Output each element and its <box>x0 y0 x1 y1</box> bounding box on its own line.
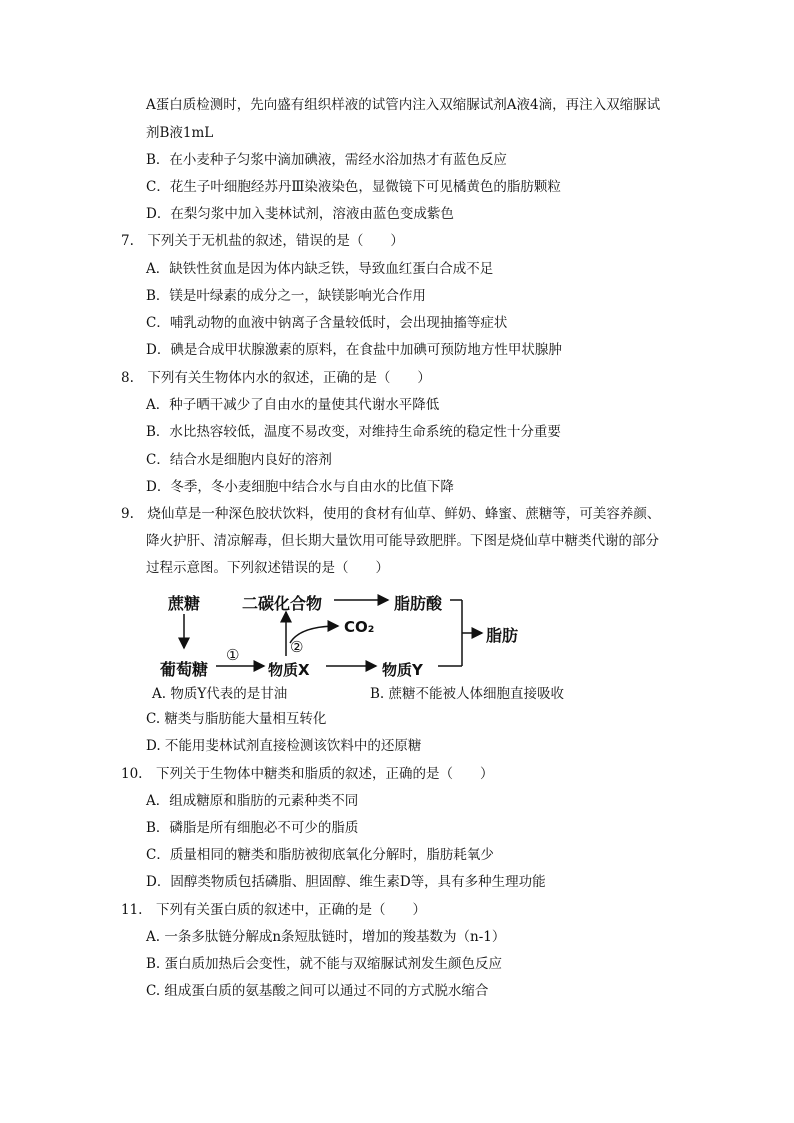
node-sucrose: 蔗糖 <box>168 594 201 613</box>
label-step1: ① <box>226 646 240 664</box>
q11-option-a: A. 一条多肽链分解成n条短肽链时，增加的羧基数为（n-1） <box>146 929 506 945</box>
q7-option-b: B．镁是叶绿素的成分之一，缺镁影响光合作用 <box>146 288 426 304</box>
q6-option-d: D．在梨匀浆中加入斐林试剂，溶液由蓝色变成紫色 <box>146 206 454 222</box>
node-glucose: 葡萄糖 <box>160 660 209 679</box>
q11-option-c: C. 组成蛋白质的氨基酸之间可以通过不同的方式脱水缩合 <box>146 983 489 999</box>
q11-option-b: B. 蛋白质加热后会变性，就不能与双缩脲试剂发生颜色反应 <box>146 956 503 972</box>
q9-stem-line3: 过程示意图。下列叙述错误的是（ ） <box>146 560 389 576</box>
q8-option-b: B．水比热容较低，温度不易改变，对维持生命系统的稳定性十分重要 <box>146 424 561 440</box>
node-substance-y: 物质Y <box>382 661 423 679</box>
node-fat: 脂肪 <box>486 626 519 645</box>
q9-option-c: C. 糖类与脂肪能大量相互转化 <box>146 711 327 727</box>
q9-option-d: D. 不能用斐林试剂直接检测该饮料中的还原糖 <box>146 738 422 754</box>
q8-option-c: C．结合水是细胞内良好的溶剂 <box>146 452 332 468</box>
q6-option-b: B．在小麦种子匀浆中滴加碘液，需经水浴加热才有蓝色反应 <box>146 152 507 168</box>
q8-option-d: D．冬季，冬小麦细胞中结合水与自由水的比值下降 <box>146 479 454 495</box>
q7-option-d: D．碘是合成甲状腺激素的原料，在食盐中加碘可预防地方性甲状腺肿 <box>146 342 562 358</box>
q10-option-d: D．固醇类物质包括磷脂、胆固醇、维生素D等，具有多种生理功能 <box>146 874 546 890</box>
q6-option-c: C．花生子叶细胞经苏丹Ⅲ染液染色，显微镜下可见橘黄色的脂肪颗粒 <box>146 179 561 195</box>
q10-option-c: C．质量相同的糖类和脂肪被彻底氧化分解时，脂肪耗氧少 <box>146 847 494 863</box>
label-step2: ② <box>290 638 304 656</box>
q10-option-b: B．磷脂是所有细胞必不可少的脂质 <box>146 820 359 836</box>
node-two-carbon: 二碳化合物 <box>242 594 323 613</box>
q8-option-a: A．种子晒干减少了自由水的量使其代谢水平降低 <box>146 397 440 413</box>
q9-stem-line2: 降火护肝、清凉解毒，但长期大量饮用可能导致肥胖。下图是烧仙草中糖类代谢的部分 <box>146 533 659 549</box>
node-co2: CO₂ <box>344 618 375 636</box>
q9-option-a: A. 物质Y代表的是甘油 <box>152 686 288 702</box>
q9-option-b: B. 蔗糖不能被人体细胞直接吸收 <box>370 686 565 702</box>
node-fatty-acid: 脂肪酸 <box>394 594 443 613</box>
sugar-metabolism-diagram <box>150 588 570 680</box>
node-substance-x: 物质X <box>268 661 310 679</box>
q10-option-a: A．组成糖原和脂肪的元素种类不同 <box>146 793 359 809</box>
q6-option-a-line1: A蛋白质检测时，先向盛有组织样液的试管内注入双缩脲试剂A液4滴，再注入双缩脲试 <box>146 97 661 113</box>
q8-stem: 8. 下列有关生物体内水的叙述，正确的是（ ） <box>121 370 431 386</box>
q9-stem-line1: 9. 烧仙草是一种深色胶状饮料，使用的食材有仙草、鲜奶、蜂蜜、蔗糖等，可美容养颜、 <box>121 506 661 522</box>
q6-option-a-line2: 剂B液1mL <box>146 125 214 141</box>
q11-stem: 11. 下列有关蛋白质的叙述中，正确的是（ ） <box>121 902 426 918</box>
q7-stem: 7. 下列关于无机盐的叙述，错误的是（ ） <box>121 233 404 249</box>
q7-option-a: A．缺铁性贫血是因为体内缺乏铁，导致血红蛋白合成不足 <box>146 261 494 277</box>
q7-option-c: C．哺乳动物的血液中钠离子含量较低时，会出现抽搐等症状 <box>146 315 508 331</box>
q10-stem: 10. 下列关于生物体中糖类和脂质的叙述，正确的是（ ） <box>121 766 494 782</box>
